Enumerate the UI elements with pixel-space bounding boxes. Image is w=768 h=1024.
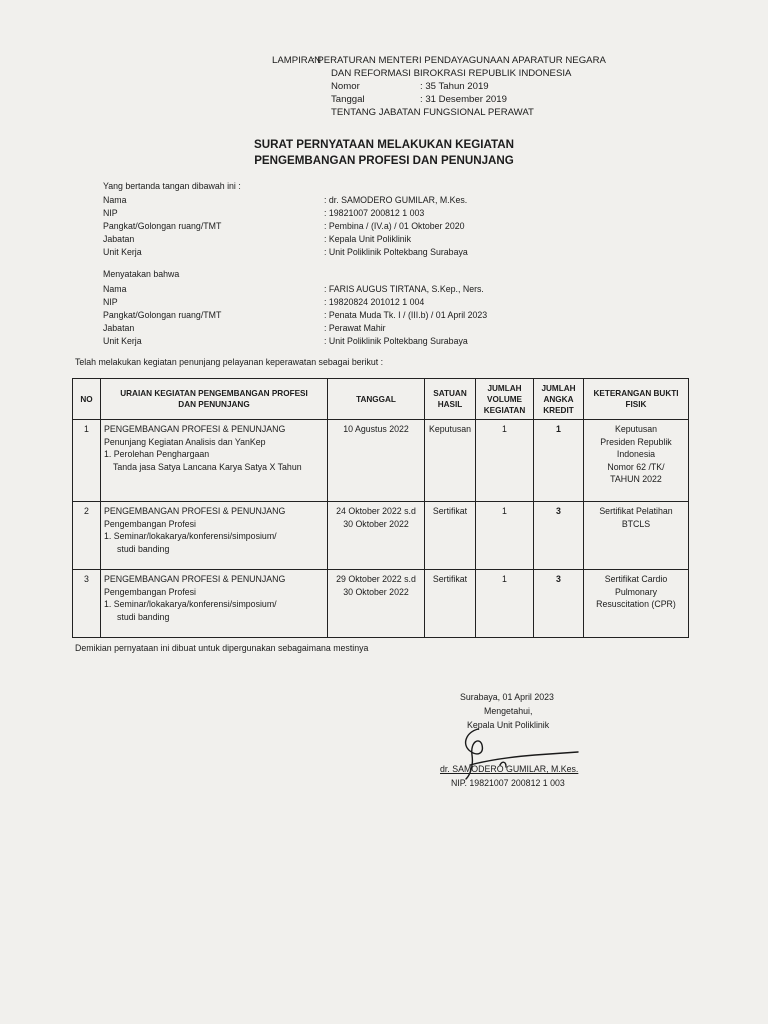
lampiran-header [272,55,742,125]
cell-satuan: Sertifikat [425,502,476,570]
header-satuan [425,379,476,420]
table-row [73,570,689,638]
signer-nama-label: Nama [103,195,127,205]
cell-angka-kredit: 1 [534,420,584,502]
signature-place-date: Surabaya, 01 April 2023 [460,692,554,702]
header-satuan-line2: HASIL [437,400,463,409]
signature-position: Kepala Unit Poliklinik [467,720,550,730]
keterangan-line: BTCLS [621,518,651,529]
cell-no: 3 [73,570,101,638]
header-keterangan-line2: FISIK [625,400,647,409]
header-volume-line2: VOLUME [486,394,523,404]
tanggal-line: 29 Oktober 2022 s.d [336,574,416,584]
keterangan-line: Indonesia [616,449,656,460]
tanggal-line: 24 Oktober 2022 s.d [336,506,416,516]
uraian-line: PENGEMBANGAN PROFESI & PENUNJANG [104,574,286,584]
cell-keterangan [584,420,689,502]
uraian-line: 1. Seminar/lokakarya/konferensi/simposium/ [104,531,277,542]
signature-nip: NIP. 19821007 200812 1 003 [451,778,565,788]
header-angka-line3: KREDIT [543,405,574,415]
signer-pangkat-label: Pangkat/Golongan ruang/TMT [103,221,222,231]
signature-name: dr. SAMODERO GUMILAR, M.Kes. [440,764,579,774]
subject-pangkat-value: : Penata Muda Tk. I / (III.b) / 01 April 2023 [324,310,488,320]
keterangan-line: Pulmonary [614,586,658,597]
cell-angka-kredit: 3 [534,502,584,570]
header-angka-line1: JUMLAH [541,383,576,393]
signer-nip-value: : 19821007 200812 1 003 [324,208,425,218]
header-keterangan [584,379,689,420]
subject-nip-value: : 19820824 201012 1 004 [324,297,425,307]
page-title-line1: SURAT PERNYATAAN MELAKUKAN KEGIATAN [254,138,514,151]
keterangan-line: Sertifikat Cardio [604,574,668,584]
cell-satuan: Keputusan [425,420,476,502]
header-angka-line2: ANGKA [543,394,574,404]
cell-tanggal [328,502,425,570]
signer-unit-label: Unit Kerja [103,247,142,257]
signer-unit-value: : Unit Poliklinik Poltekbang Surabaya [324,247,468,257]
signer-jabatan-label: Jabatan [103,234,135,244]
table-header-row [73,379,689,420]
cell-uraian [101,502,328,570]
header-tanggal: TANGGAL [328,379,425,420]
lampiran-tanggal-label: Tanggal [331,94,365,105]
signer-intro: Yang bertanda tangan dibawah ini : [103,181,241,191]
cell-no: 1 [73,420,101,502]
cell-uraian [101,420,328,502]
activity-table [72,378,689,638]
header-no: NO [73,379,101,420]
signer-pangkat-value: : Pembina / (IV.a) / 01 Oktober 2020 [324,221,465,231]
cell-satuan: Sertifikat [425,570,476,638]
cell-keterangan [584,502,689,570]
tanggal-line: 30 Oktober 2022 [343,518,409,529]
header-uraian [101,379,328,420]
header-volume [476,379,534,420]
cell-tanggal [328,420,425,502]
cell-volume: 1 [476,420,534,502]
keterangan-line: Presiden Republik [600,436,672,447]
keterangan-line: TAHUN 2022 [610,474,662,485]
table-row [73,502,689,570]
header-keterangan-line1: KETERANGAN BUKTI [593,389,679,398]
cell-uraian [101,570,328,638]
uraian-line: studi banding [117,611,170,622]
subject-pangkat-label: Pangkat/Golongan ruang/TMT [103,310,222,320]
uraian-line: PENGEMBANGAN PROFESI & PENUNJANG [104,424,286,434]
subject-jabatan-label: Jabatan [103,323,135,333]
lampiran-tanggal-value: : 31 Desember 2019 [420,94,507,105]
subject-unit-label: Unit Kerja [103,336,142,346]
handwritten-signature [440,725,580,785]
lampiran-nomor-value: : 35 Tahun 2019 [420,81,489,92]
lampiran-nomor-label: Nomor [331,81,360,92]
uraian-line: 1. Seminar/lokakarya/konferensi/simposium/ [104,599,277,610]
cell-volume: 1 [476,570,534,638]
tanggal-line: 30 Oktober 2022 [343,586,409,597]
table-intro: Telah melakukan kegiatan penunjang pelayanan keperawatan sebagai berikut : [75,357,384,367]
subject-jabatan-value: : Perawat Mahir [324,323,386,333]
page-title [0,138,768,167]
keterangan-line: Keputusan [614,424,658,434]
subject-nama-label: Nama [103,284,127,294]
header-uraian-line2: DAN PENUNJANG [178,400,250,409]
header-satuan-line1: SATUAN [433,389,467,398]
subject-nip-label: NIP [103,297,118,307]
lampiran-label: LAMPIRAN [272,55,322,66]
uraian-line: Penunjang Kegiatan Analisis dan YanKep [104,436,266,447]
table-row [73,420,689,502]
lampiran-tentang: TENTANG JABATAN FUNGSIONAL PERAWAT [331,107,534,118]
cell-angka-kredit: 3 [534,570,584,638]
cell-keterangan [584,570,689,638]
cell-tanggal [328,570,425,638]
header-volume-line1: JUMLAH [487,383,522,393]
keterangan-line: Nomor 62 /TK/ [607,461,665,472]
uraian-line: Pengembangan Profesi [104,518,196,529]
lampiran-regulation-line2: DAN REFORMASI BIROKRASI REPUBLIK INDONESIA [331,68,572,79]
keterangan-line: Resuscitation (CPR) [596,599,676,610]
signature-mengetahui: Mengetahui, [484,706,533,716]
header-volume-line3: KEGIATAN [483,405,526,415]
signer-jabatan-value: : Kepala Unit Poliklinik [324,234,412,244]
tanggal-line: 10 Agustus 2022 [343,424,409,434]
uraian-line: studi banding [117,543,170,554]
header-angka-kredit [534,379,584,420]
uraian-line: 1. Perolehan Penghargaan [104,449,210,460]
uraian-line: PENGEMBANGAN PROFESI & PENUNJANG [104,506,286,516]
subject-unit-value: : Unit Poliklinik Poltekbang Surabaya [324,336,468,346]
subject-nama-value: : FARIS AUGUS TIRTANA, S.Kep., Ners. [324,284,484,294]
cell-volume: 1 [476,502,534,570]
uraian-line: Pengembangan Profesi [104,586,196,597]
keterangan-line: Sertifikat Pelatihan [599,506,673,516]
uraian-line: Tanda jasa Satya Lancana Karya Satya X Tahun [113,461,302,472]
page-title-line2: PENGEMBANGAN PROFESI DAN PENUNJANG [254,154,514,167]
cell-no: 2 [73,502,101,570]
lampiran-regulation-line1: : PERATURAN MENTERI PENDAYAGUNAAN APARATUR NEGARA [312,55,606,66]
subject-intro: Menyatakan bahwa [103,269,180,279]
closing-statement: Demikian pernyataan ini dibuat untuk dipergunakan sebagaimana mestinya [75,643,369,653]
header-uraian-line1: URAIAN KEGIATAN PENGEMBANGAN PROFESI [120,389,308,398]
signer-nama-value: : dr. SAMODERO GUMILAR, M.Kes. [324,195,468,205]
signer-nip-label: NIP [103,208,118,218]
